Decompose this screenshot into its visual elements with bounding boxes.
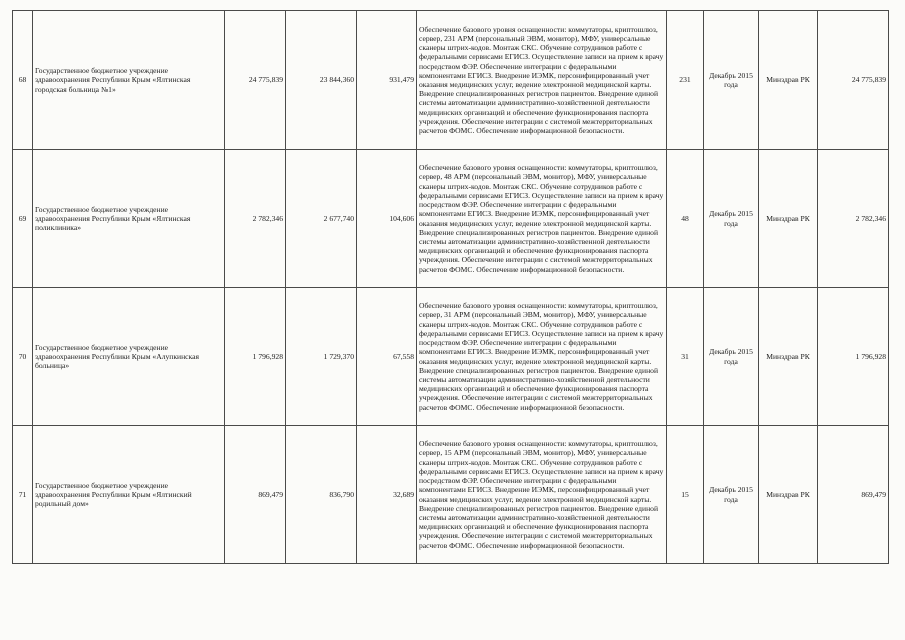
deadline: Декабрь 2015 года xyxy=(704,426,759,564)
federal-amount: 23 844,360 xyxy=(286,11,357,150)
organization-name: Государственное бюджетное учреждение здравоохранения Республики Крым «Ялтинский родильный дом» xyxy=(33,426,225,564)
responsible-body: Минздрав РК xyxy=(759,288,818,426)
funding-amount: 24 775,839 xyxy=(818,11,889,150)
row-number: 71 xyxy=(13,426,33,564)
row-number: 70 xyxy=(13,288,33,426)
organization-name: Государственное бюджетное учреждение здравоохранения Республики Крым «Ялтинская поликлиника» xyxy=(33,150,225,288)
federal-amount: 2 677,740 xyxy=(286,150,357,288)
total-amount: 2 782,346 xyxy=(225,150,286,288)
row-number: 68 xyxy=(13,11,33,150)
workstation-count: 31 xyxy=(667,288,704,426)
organization-name: Государственное бюджетное учреждение здравоохранения Республики Крым «Алупкинская больница» xyxy=(33,288,225,426)
deadline: Декабрь 2015 года xyxy=(704,11,759,150)
deadline: Декабрь 2015 года xyxy=(704,288,759,426)
regional-amount: 104,606 xyxy=(357,150,417,288)
regional-amount: 931,479 xyxy=(357,11,417,150)
activity-description: Обеспечение базового уровня оснащенности: коммутаторы, криптошлюз, сервер, 15 АРМ (персональный ЭВМ, монитор), МФУ, универсальные сканеры штрих-кодов. Монтаж СКС. Обучение сотрудников работе с федеральными сервисами ЕГИСЗ. Осуществление записи на прием к врачу посредством ФЭР. Обеспечение интеграции с федеральными компонентами ЕГИСЗ. Внедрение ИЭМК, персонифицированный учет оказания медицинских услуг, ведение электронной медицинской карты. Внедрение специализированных регистров пациентов. Внедрение единой системы автоматизации административно-хозяйственной деятельности медицинских организаций и обеспечение функционирования паспорта учреждения. Обеспечение интеграции с системой межтерриториальных расчетов ФОМС. Обеспечение информационной безопасности. xyxy=(417,426,667,564)
responsible-body: Минздрав РК xyxy=(759,426,818,564)
responsible-body: Минздрав РК xyxy=(759,150,818,288)
regional-amount: 67,558 xyxy=(357,288,417,426)
total-amount: 869,479 xyxy=(225,426,286,564)
responsible-body: Минздрав РК xyxy=(759,11,818,150)
table-row xyxy=(13,150,889,288)
organization-name: Государственное бюджетное учреждение здравоохранения Республики Крым «Ялтинская городская больница №1» xyxy=(33,11,225,150)
table-row xyxy=(13,288,889,426)
workstation-count: 231 xyxy=(667,11,704,150)
activity-description: Обеспечение базового уровня оснащенности: коммутаторы, криптошлюз, сервер, 231 АРМ (персональный ЭВМ, монитор), МФУ, универсальные сканеры штрих-кодов. Монтаж СКС. Обучение сотрудников работе с федеральными сервисами ЕГИСЗ. Осуществление записи на прием к врачу посредством ФЭР. Обеспечение интеграции с федеральными компонентами ЕГИСЗ. Внедрение ИЭМК, персонифицированный учет оказания медицинских услуг, ведение электронной медицинской карты. Внедрение специализированных регистров пациентов. Внедрение единой системы автоматизации административно-хозяйственной деятельности медицинских организаций и обеспечение функционирования паспорта учреждения. Обеспечение интеграции с системой межтерриториальных расчетов ФОМС. Обеспечение информационной безопасности. xyxy=(417,11,667,150)
federal-amount: 836,790 xyxy=(286,426,357,564)
workstation-count: 48 xyxy=(667,150,704,288)
activity-description: Обеспечение базового уровня оснащенности: коммутаторы, криптошлюз, сервер, 48 АРМ (персональный ЭВМ, монитор), МФУ, универсальные сканеры штрих-кодов. Монтаж СКС. Обучение сотрудников работе с федеральными сервисами ЕГИСЗ. Осуществление записи на прием к врачу посредством ФЭР. Обеспечение интеграции с федеральными компонентами ЕГИСЗ. Внедрение ИЭМК, персонифицированный учет оказания медицинских услуг, ведение электронной медицинской карты. Внедрение специализированных регистров пациентов. Внедрение единой системы автоматизации административно-хозяйственной деятельности медицинских организаций и обеспечение функционирования паспорта учреждения. Обеспечение интеграции с системой межтерриториальных расчетов ФОМС. Обеспечение информационной безопасности. xyxy=(417,150,667,288)
table-row xyxy=(13,426,889,564)
regional-amount: 32,689 xyxy=(357,426,417,564)
program-table xyxy=(12,10,889,564)
funding-amount: 869,479 xyxy=(818,426,889,564)
deadline: Декабрь 2015 года xyxy=(704,150,759,288)
table-row xyxy=(13,11,889,150)
funding-amount: 2 782,346 xyxy=(818,150,889,288)
activity-description: Обеспечение базового уровня оснащенности: коммутаторы, криптошлюз, сервер, 31 АРМ (персональный ЭВМ, монитор), МФУ, универсальные сканеры штрих-кодов. Монтаж СКС. Обучение сотрудников работе с федеральными сервисами ЕГИСЗ. Осуществление записи на прием к врачу посредством ФЭР. Обеспечение интеграции с федеральными компонентами ЕГИСЗ. Внедрение ИЭМК, персонифицированный учет оказания медицинских услуг, ведение электронной медицинской карты. Внедрение специализированных регистров пациентов. Внедрение единой системы автоматизации административно-хозяйственной деятельности медицинских организаций и обеспечение функционирования паспорта учреждения. Обеспечение интеграции с системой межтерриториальных расчетов ФОМС. Обеспечение информационной безопасности. xyxy=(417,288,667,426)
total-amount: 1 796,928 xyxy=(225,288,286,426)
total-amount: 24 775,839 xyxy=(225,11,286,150)
federal-amount: 1 729,370 xyxy=(286,288,357,426)
workstation-count: 15 xyxy=(667,426,704,564)
funding-amount: 1 796,928 xyxy=(818,288,889,426)
row-number: 69 xyxy=(13,150,33,288)
